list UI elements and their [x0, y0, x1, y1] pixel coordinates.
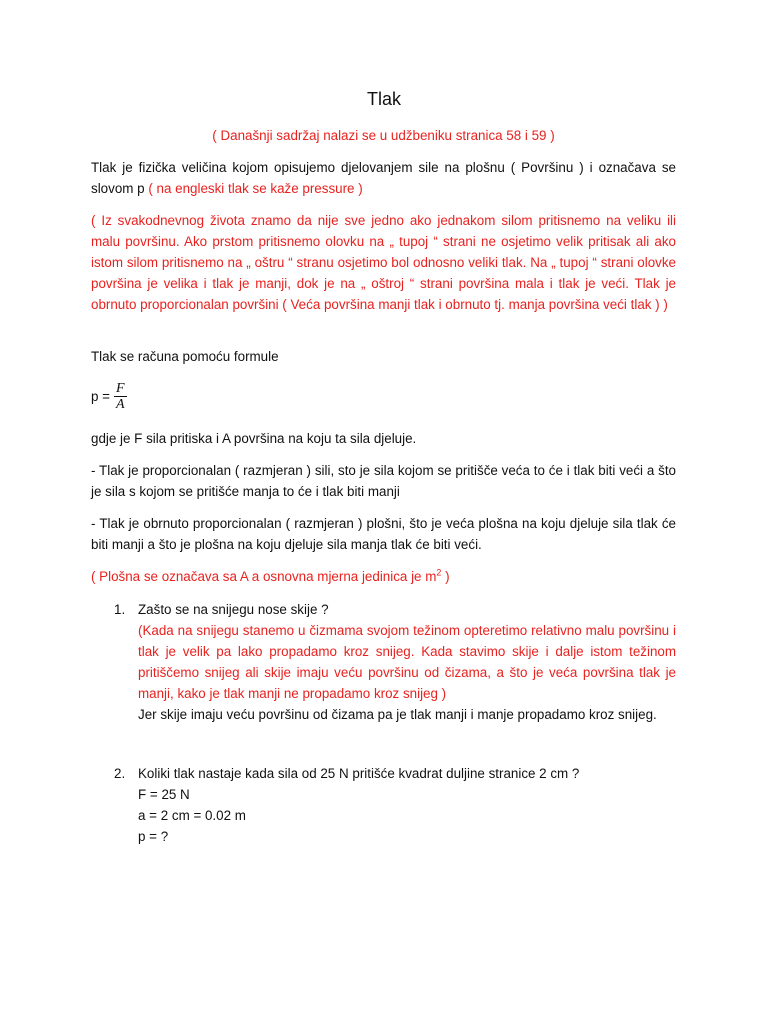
intro-note: ( na engleski tlak se kaže pressure ) [148, 181, 363, 196]
proportional-paragraph: - Tlak je proporcionalan ( razmjeran ) sili, sto je sila kojom se pritišče veća to će i tlak biti veći a što je sila s kojom se pritišće manja to će i tlak biti manji [91, 463, 676, 499]
question-item-2 [114, 763, 676, 847]
inverse-paragraph: - Tlak je obrnuto proporcionalan ( razmjeran ) plošni, što je veća plošna na koju djeluje sila tlak će biti manji a što je plošna na koju djeluje sila manja tlak će biti veći. [91, 516, 676, 552]
answer-text: Jer skije imaju veću površinu od čizama pa je tlak manji i manje propadamo kroz snijeg. [138, 707, 657, 722]
given-line: a = 2 cm = 0.02 m [138, 808, 246, 823]
source-note: ( Današnji sadržaj nalazi se u udžbeniku stranica 58 i 59 ) [212, 128, 555, 143]
intro-paragraph [91, 157, 676, 199]
question-item-1 [114, 599, 676, 725]
question-text: Koliki tlak nastaje kada sila od 25 N pritišće kvadrat duljine stranice 2 cm ? [138, 766, 580, 781]
area-note-close: ) [441, 569, 450, 584]
area-note-text: ( Plošna se označava sa A a osnovna mjerna jedinica je m [91, 569, 437, 584]
question-number: 1. [114, 602, 126, 617]
formula-intro: Tlak se računa pomoću formule [91, 349, 279, 364]
question-text: Zašto se na snijegu nose skije ? [138, 602, 329, 617]
formula-lhs: p = [91, 388, 110, 404]
page-title: Tlak [366, 89, 401, 109]
intro-text: Tlak je fizička veličina kojom opisujemo djelovanjem sile na plošnu ( Površinu ) i označava se slovom p [91, 160, 676, 196]
area-note [91, 566, 676, 587]
question-number: 2. [114, 766, 126, 781]
formula-numerator: F [116, 380, 125, 396]
definition-paragraph: gdje je F sila pritiska i A površina na koju ta sila djeluje. [91, 431, 417, 446]
area-note-sup: 2 [436, 567, 442, 578]
answer-explanation: (Kada na snijegu stanemo u čizmama svojom težinom opteretimo relativno malu površinu i tlak je velik pa lako propadamo kroz snijeg. Kada stavimo skije i dalje istom težinom pritiščemo snijeg ali skije imaju veću površinu od čizama, a što je veća površina tlak je manji, kako je tlak manji ne propadamo kroz snijeg ) [138, 623, 676, 701]
pressure-formula [91, 378, 127, 414]
formula-denominator: A [116, 396, 125, 412]
formula-fraction [114, 381, 127, 412]
unknown-line: p = ? [138, 829, 169, 844]
given-line: F = 25 N [138, 787, 190, 802]
everyday-example-paragraph: ( Iz svakodnevnog života znamo da nije sve jedno ako jednakom silom pritisnemo na veliku ili malu površinu. Ako prstom pritisnemo olovku na „ tupoj “ strani ne osjetimo velik pritisak ali ako istom silom pritisnemo na „ oštru “ stranu osjetimo bol odnosno veliki tlak. Na „ tupoj “ strani olovke površina je velika i tlak je manji, dok je na „ oštroj “ strani površina mala i tlak je veći. Tlak je obrnuto proporcionalan površini ( Veća površina manji tlak i obrnuto tj. manja površina veći tlak ) ) [91, 213, 676, 312]
